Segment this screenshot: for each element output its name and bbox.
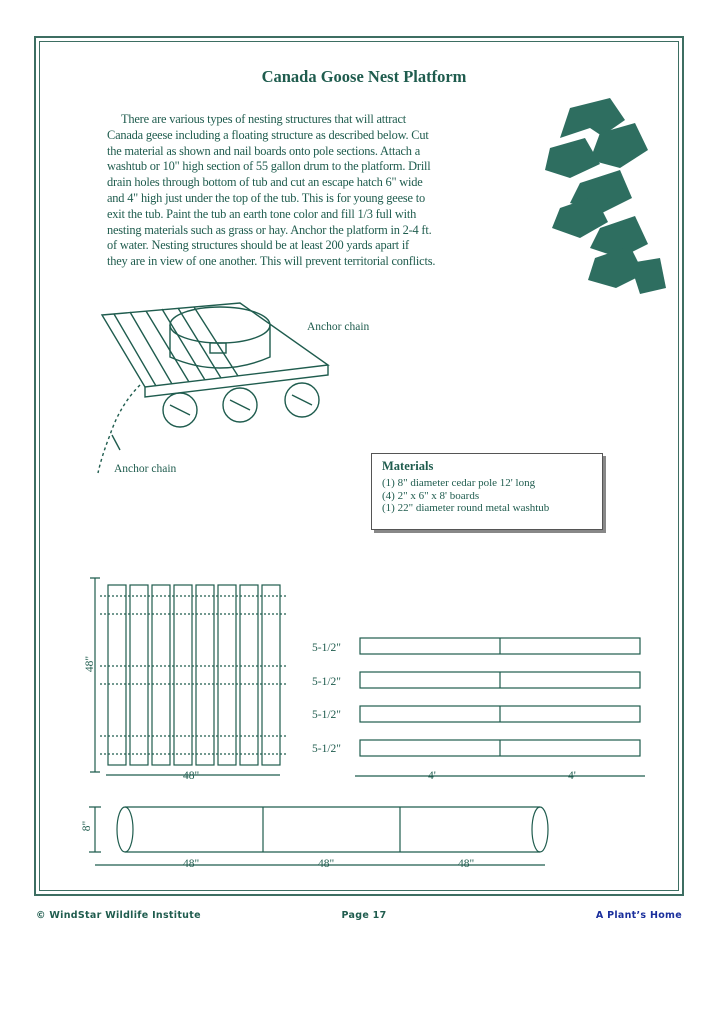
page-title: Canada Goose Nest Platform xyxy=(261,67,467,86)
platform-perspective-illustration xyxy=(90,295,330,475)
pole-section-label: 48" xyxy=(458,858,475,870)
flying-geese-illustration xyxy=(540,98,670,298)
intro-paragraph xyxy=(107,112,467,270)
anchor-chain-label-top: Anchor chain xyxy=(307,321,370,333)
intro-line: washtub or 10" high section of 55 gallon drum to the platform. Drill xyxy=(107,159,431,174)
materials-item: (4) 2" x 6" x 8' boards xyxy=(382,489,480,502)
intro-line: the material as shown and nail boards onto pole sections. Attach a xyxy=(107,143,421,158)
intro-line: exit the tub. Paint the tub an earth tone color and fill 1/3 full with xyxy=(107,206,417,221)
platform-height-label: 48" xyxy=(84,655,97,673)
board-right-length-label: 4' xyxy=(568,770,576,782)
platform-top-view-diagram xyxy=(80,570,300,785)
intro-line: of water. Nesting structures should be at least 200 yards apart if xyxy=(107,238,409,253)
board-left-length-label: 4' xyxy=(428,770,436,782)
intro-line: drain holes through bottom of tub and cut an escape hatch 6" wide xyxy=(107,175,423,190)
intro-line: There are various types of nesting structures that will attract xyxy=(121,112,407,126)
anchor-chain-label-bottom: Anchor chain xyxy=(114,463,177,475)
footer-copyright: © WindStar Wildlife Institute xyxy=(36,910,201,921)
pole-diameter-label: 8" xyxy=(81,820,94,832)
board-width-label: 5-1/2" xyxy=(312,743,341,755)
footer-page-number: Page 17 xyxy=(341,910,387,921)
materials-item: (1) 22" diameter round metal washtub xyxy=(382,502,550,514)
board-width-label: 5-1/2" xyxy=(312,709,341,721)
board-width-label: 5-1/2" xyxy=(312,642,341,654)
intro-line: they are in view of one another. This will prevent territorial conflicts. xyxy=(107,254,436,269)
intro-line: and 4" high just under the top of the tub. This is for young geese to xyxy=(107,190,425,205)
intro-line: Canada geese including a floating structure as described below. Cut xyxy=(107,127,429,142)
materials-heading: Materials xyxy=(382,459,434,473)
pole-section-label: 48" xyxy=(318,858,335,870)
footer-book-title: A Plant’s Home xyxy=(595,910,682,921)
materials-item: (1) 8" diameter cedar pole 12' long xyxy=(382,477,536,489)
board-width-label: 5-1/2" xyxy=(312,676,341,688)
platform-width-label: 48" xyxy=(183,770,200,782)
pole-section-label: 48" xyxy=(183,858,200,870)
materials-box xyxy=(371,453,603,530)
boards-diagram xyxy=(355,630,645,790)
intro-line: nesting materials such as grass or hay. Anchor the platform in 2-4 ft. xyxy=(107,222,432,237)
